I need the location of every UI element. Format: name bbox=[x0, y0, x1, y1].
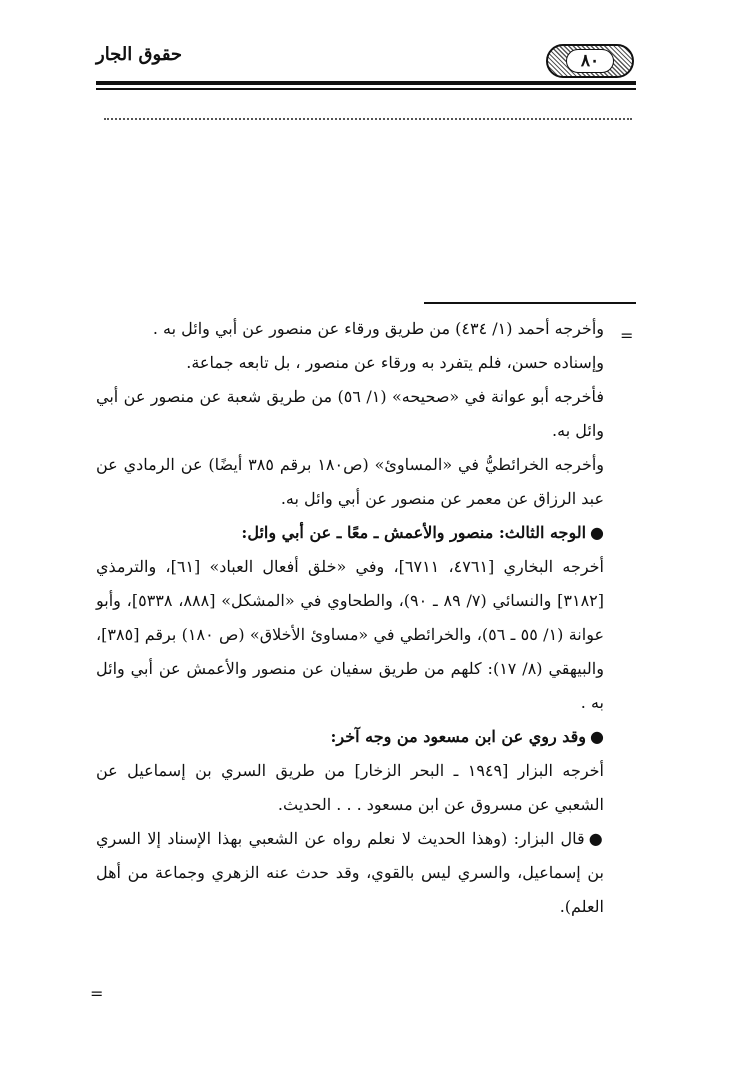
page-number-badge bbox=[546, 44, 634, 78]
footnote-line-isnad: وإسناده حسن، فلم يتفرد به ورقاء عن منصور ، بل تابعه جماعة. bbox=[186, 353, 604, 372]
bullet-icon: ● bbox=[588, 829, 604, 848]
footnote-body bbox=[96, 312, 604, 924]
footnote-line-text: قال البزار: (وهذا الحديث لا نعلم رواه عن الشعبي بهذا الإسناد إلا السري بن إسماعيل، والسري ليس بالقوي، وقد حدث عنه الزهري وجماعة من أهل العلم). bbox=[96, 829, 604, 916]
footnote-line-kharaiti: وأخرجه الخرائطيُّ في «المساوئ» (ص١٨٠ برقم ٣٨٥ أيضًا) عن الرمادي عن عبد الرزاق عن معمر عن منصور عن أبي وائل به. bbox=[96, 455, 605, 508]
footnote-line-ahmad: وأخرجه أحمد (١/ ٤٣٤) من طريق ورقاء عن منصور عن أبي وائل به . bbox=[152, 319, 604, 338]
footnote-line-abu-awana: فأخرجه أبو عوانة في «صحيحه» (١/ ٥٦) من طريق شعبة عن منصور عن أبي وائل به. bbox=[96, 387, 605, 440]
bullet-icon: ● bbox=[590, 523, 604, 542]
running-title: حقوق الجار bbox=[96, 44, 183, 65]
header-rule-thin bbox=[96, 88, 636, 90]
footnote-end-mark: = bbox=[90, 984, 104, 1003]
section-heading-other-way bbox=[96, 720, 604, 754]
bullet-icon: ● bbox=[590, 727, 604, 746]
footnote-rule bbox=[424, 302, 636, 304]
footnote-line-bukhari: أخرجه البخاري [٤٧٦١، ٦٧١١]، وفي «خلق أفعال العباد» [٦١]، والترمذي [٣١٨٢] والنسائي (٧/ ٨٩ ـ ٩٠)، والطحاوي في «المشكل» [٨٨٨، ٥٣٣٨]، وأبو عوانة (١/ ٥٥ ـ ٥٦)، والخرائطي في «مساوئ الأخلاق» (ص ١٨٠) برقم [٣٨٥]، والبيهقي (٨/ ١٧): كلهم من طريق سفيان عن منصور والأعمش عن أبي وائل به . bbox=[96, 557, 605, 712]
footnote-line-bazzar-quote bbox=[96, 822, 604, 924]
page-number: ٨٠ bbox=[566, 49, 614, 73]
footnote-continuation-mark: = bbox=[620, 326, 634, 345]
section-heading-third-way bbox=[96, 516, 604, 550]
dotted-separator bbox=[104, 118, 632, 120]
section-heading-text: وقد روي عن ابن مسعود من وجه آخر: bbox=[330, 727, 587, 746]
header-rule-thick bbox=[96, 81, 636, 85]
footnote-line-bazzar: أخرجه البزار [١٩٤٩ ـ البحر الزخار] من طريق السري بن إسماعيل عن الشعبي عن مسروق عن ابن مسعود . . . الحديث. bbox=[96, 761, 604, 814]
section-heading-text: الوجه الثالث: منصور والأعمش ـ معًا ـ عن أبي وائل: bbox=[241, 523, 587, 542]
